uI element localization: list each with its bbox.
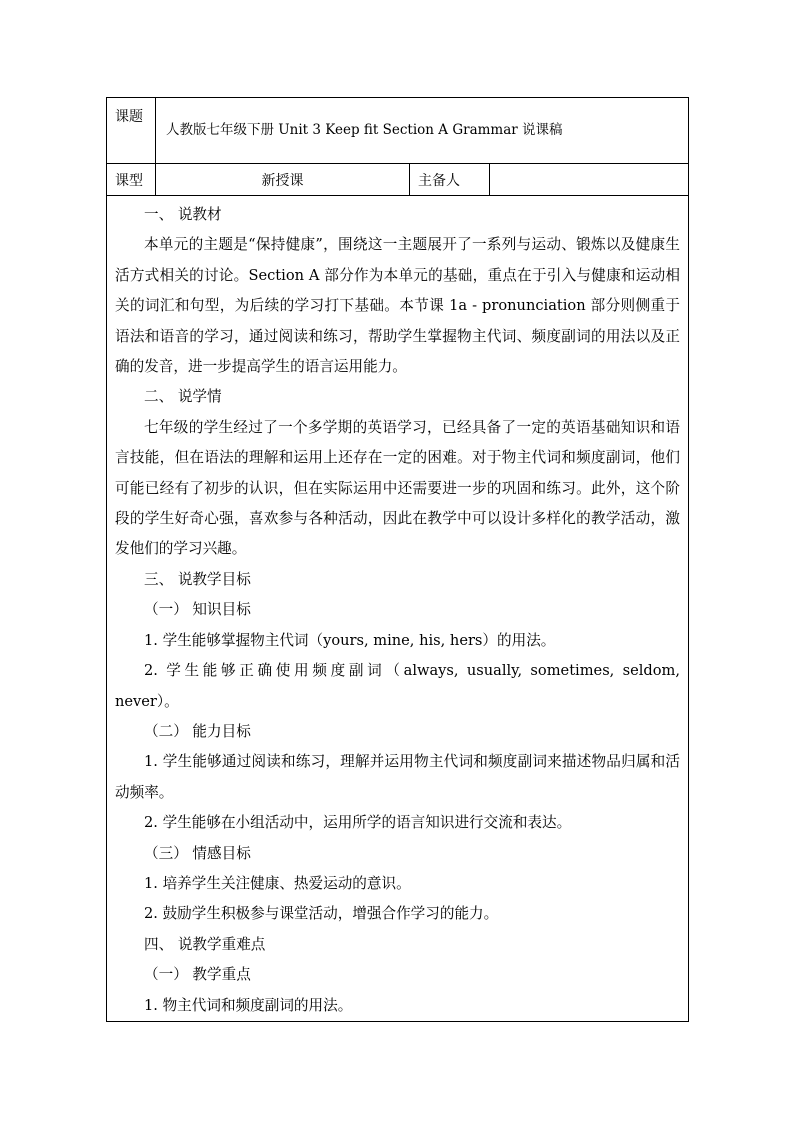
lesson-plan-table [106,97,689,1022]
subsection-heading: （一） 教学重点 [144,966,251,984]
list-item: 2. 学生能够在小组活动中，运用所学的语言知识进行交流和表达。 [144,814,572,832]
type-label: 课型 [107,164,156,196]
subsection-heading: （三） 情感目标 [144,844,251,862]
section-heading: 一、 说教材 [144,206,222,223]
list-item: 1. 物主代词和频度副词的用法。 [144,996,353,1014]
subsection-heading: （一） 知识目标 [144,601,251,619]
paragraph: 本单元的主题是“保持健康”，围绕这一主题展开了一系列与运动、锻炼以及健康生活方式相关的讨论。Section A 部分作为本单元的基础，重点在于引入与健康和运动相关的词汇和句型，为后续的学习打下基础。本节课 1a - pronunciation 部分则侧重于语法和语音的学习，通过阅读和练习，帮助学生掌握物主代词、频度副词的用法以及正确的发音，进一步提高学生的语言运用能力。 [115,236,681,376]
list-item: 1. 学生能够掌握物主代词（yours, mine, his, hers）的用法。 [144,631,556,649]
list-item: 1. 培养学生关注健康、热爱运动的意识。 [144,874,411,892]
list-item: 1. 学生能够通过阅读和练习，理解并运用物主代词和频度副词来描述物品归属和活动频率。 [115,753,681,801]
topic-value: 人教版七年级下册 Unit 3 Keep fit Section A Grammar 说课稿 [156,98,689,164]
topic-row [107,98,689,164]
section-heading: 四、 说教学重难点 [144,935,266,953]
paragraph: 七年级的学生经过了一个多学期的英语学习，已经具备了一定的英语基础知识和语言技能，但在语法的理解和运用上还存在一定的困难。对于物主代词和频度副词，他们可能已经有了初步的认识，但在实际运用中还需要进一步的巩固和练习。此外，这个阶段的学生好奇心强，喜欢参与各种活动，因此在教学中可以设计多样化的教学活动，激发他们的学习兴趣。 [115,418,681,558]
content-cell [107,196,689,1022]
type-row [107,164,689,196]
list-item: 2. 学生能够正确使用频度副词（always, usually, sometimes, seldom, never）。 [115,662,681,710]
list-item: 2. 鼓励学生积极参与课堂活动，增强合作学习的能力。 [144,905,499,923]
preparer-label: 主备人 [410,164,490,196]
type-value: 新授课 [156,164,410,196]
section-heading: 三、 说教学目标 [144,570,251,588]
subsection-heading: （二） 能力目标 [144,722,251,740]
content-row [107,196,689,1022]
lesson-plan-table-wrapper [106,97,688,1022]
preparer-value [490,164,689,196]
topic-label: 课题 [107,98,156,164]
section-heading: 二、 说学情 [144,388,222,406]
